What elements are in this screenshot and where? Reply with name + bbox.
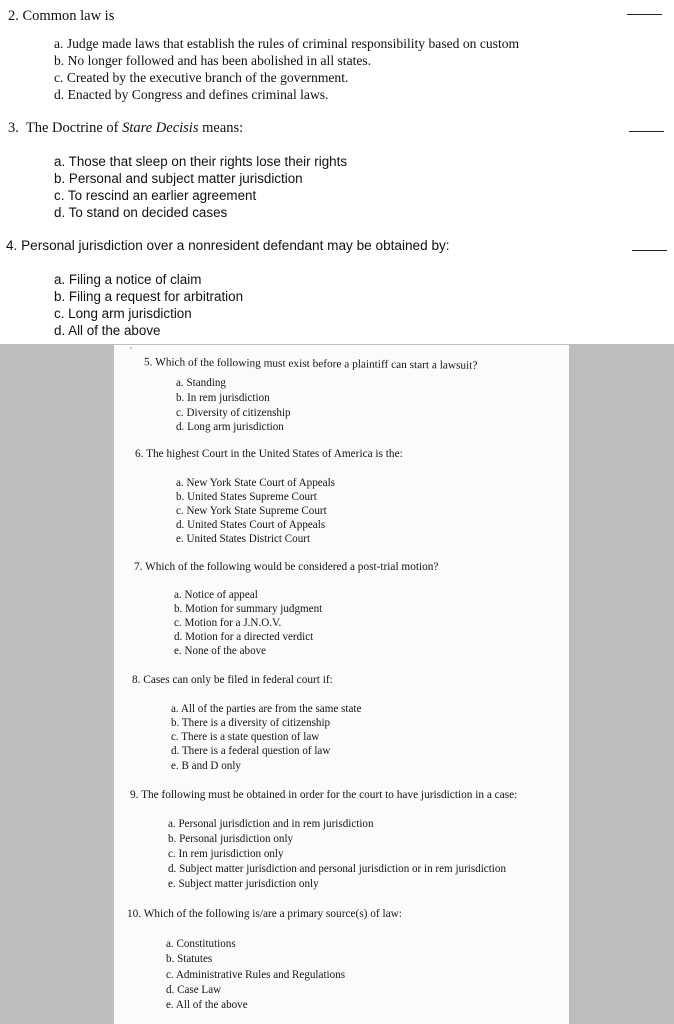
question-5-option-c: c. Diversity of citizenship (176, 407, 291, 419)
question-5-option-b: b. In rem jurisdiction (176, 392, 270, 404)
question-3-option-a: a. Those that sleep on their rights lose their rights (54, 154, 348, 169)
question-2-option-b: b. No longer followed and has been abolished in all states. (54, 53, 372, 68)
question-9-option-a: a. Personal jurisdiction and in rem jurisdiction (168, 818, 374, 830)
question-6-option-a: a. New York State Court of Appeals (176, 477, 335, 489)
stare-decisis-term: Stare Decisis (122, 120, 199, 136)
question-6-option-c: c. New York State Supreme Court (176, 505, 327, 517)
question-9-option-e: e. Subject matter jurisdiction only (168, 878, 319, 890)
question-6-option-d: d. United States Court of Appeals (176, 519, 326, 531)
question-8-option-b: b. There is a diversity of citizenship (171, 717, 331, 729)
question-3-suffix: means: (198, 120, 244, 136)
question-7-option-c: c. Motion for a J.N.O.V. (174, 617, 282, 629)
question-5-option-d: d. Long arm jurisdiction (176, 421, 284, 433)
question-6-text: 6. The highest Court in the United States of America is the: (135, 448, 403, 460)
question-4-option-a: a. Filing a notice of claim (54, 272, 202, 287)
question-9-text: 9. The following must be obtained in order for the court to have jurisdiction in a case: (130, 789, 518, 801)
question-3-option-d: d. To stand on decided cases (54, 205, 228, 220)
question-8-option-d: d. There is a federal question of law (171, 745, 331, 757)
question-4-option-c: c. Long arm jurisdiction (54, 306, 192, 321)
question-5-option-a: a. Standing (176, 377, 226, 389)
question-6-option-e: e. United States District Court (176, 533, 311, 545)
question-3-prefix: 3. The Doctrine of (8, 120, 123, 136)
question-3-option-b: b. Personal and subject matter jurisdiction (54, 171, 303, 186)
question-2-option-d: d. Enacted by Congress and defines criminal laws. (54, 87, 329, 102)
question-10-option-a: a. Constitutions (166, 938, 236, 950)
question-8-option-e: e. B and D only (171, 760, 241, 772)
question-2-text: 2. Common law is (8, 8, 115, 24)
answer-blank-q3[interactable] (629, 131, 664, 132)
question-4-text: 4. Personal jurisdiction over a nonresident defendant may be obtained by: (6, 238, 450, 253)
scanned-page (114, 345, 569, 1024)
answer-blank-q2[interactable] (627, 14, 662, 15)
question-5-text: 5. Which of the following must exist before a plaintiff can start a lawsuit? (143, 356, 478, 372)
typed-questions-section (0, 0, 674, 344)
question-9-option-b: b. Personal jurisdiction only (168, 833, 294, 845)
question-10-option-b: b. Statutes (166, 953, 213, 965)
question-6-option-b: b. United States Supreme Court (176, 491, 317, 503)
answer-blank-q4[interactable] (632, 250, 667, 251)
question-3-option-c: c. To rescind an earlier agreement (54, 188, 257, 203)
question-7-option-b: b. Motion for summary judgment (174, 603, 323, 615)
question-4-option-d: d. All of the above (54, 323, 161, 338)
question-2-option-c: c. Created by the executive branch of the government. (54, 70, 349, 85)
question-4-option-b: b. Filing a request for arbitration (54, 289, 244, 304)
question-7-option-a: a. Notice of appeal (174, 589, 258, 601)
question-7-text: 7. Which of the following would be considered a post-trial motion? (134, 561, 439, 573)
question-8-option-c: c. There is a state question of law (171, 731, 320, 743)
question-10-option-c: c. Administrative Rules and Regulations (166, 969, 346, 981)
question-8-text: 8. Cases can only be filed in federal court if: (132, 674, 333, 686)
question-9-option-c: c. In rem jurisdiction only (168, 848, 284, 860)
question-10-option-d: d. Case Law (166, 984, 222, 996)
question-7-option-d: d. Motion for a directed verdict (174, 631, 314, 643)
question-3-text (8, 120, 243, 137)
scan-pen-mark: ʹ (130, 346, 133, 357)
question-9-option-d: d. Subject matter jurisdiction and personal jurisdiction or in rem jurisdiction (168, 863, 506, 875)
question-8-option-a: a. All of the parties are from the same state (171, 703, 362, 715)
question-7-option-e: e. None of the above (174, 645, 267, 657)
question-10-option-e: e. All of the above (166, 999, 248, 1011)
question-2-option-a: a. Judge made laws that establish the rules of criminal responsibility based on custom (54, 36, 520, 51)
question-10-text: 10. Which of the following is/are a primary source(s) of law: (127, 908, 402, 920)
